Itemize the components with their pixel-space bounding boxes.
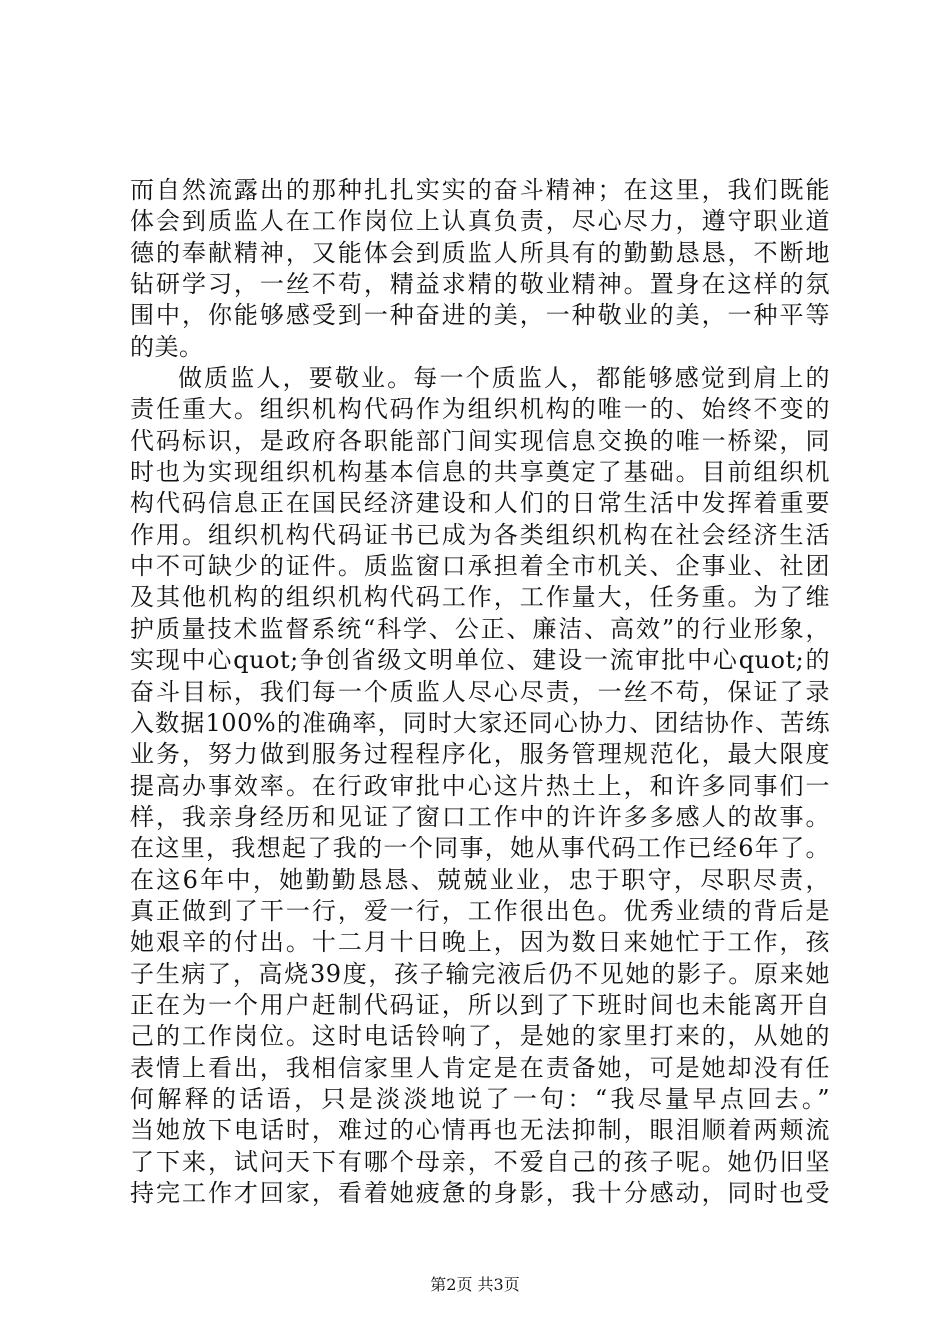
text-line: 体会到质监人在工作岗位上认真负责，尽心尽力，遵守职业道 — [130, 207, 830, 236]
text-line: 她艰辛的付出。十二月十日晚上，因为数日来她忙于工作，孩 — [130, 928, 830, 957]
text-line: 真正做到了干一行，爱一行，工作很出色。优秀业绩的背后是 — [130, 896, 830, 925]
page-footer — [0, 1275, 950, 1295]
text-line: 业务，努力做到服务过程程序化，服务管理规范化，最大限度 — [130, 740, 830, 769]
text-line: 在这6年中，她勤勤恳恳、兢兢业业，忠于职守，尽职尽责， — [130, 865, 830, 894]
text-line: 围中，你能够感受到一种奋进的美，一种敬业的美，一种平等 — [130, 301, 830, 330]
text-line: 子生病了，高烧39度，孩子输完液后仍不见她的影子。原来她 — [130, 959, 830, 988]
text-line: 的美。 — [130, 332, 204, 361]
text-line: 持完工作才回家，看着她疲惫的身影，我十分感动，同时也受 — [130, 1179, 830, 1207]
text-line: 奋斗目标，我们每一个质监人尽心尽责，一丝不苟，保证了录 — [130, 677, 830, 706]
paragraph-1 — [130, 175, 830, 363]
paragraph-2 — [130, 363, 830, 1209]
text-line: 何解释的话语，只是淡淡地说了一句：“我尽量早点回去。” — [130, 1084, 830, 1113]
text-line: 作用。组织机构代码证书已成为各类组织机构在社会经济生活 — [130, 520, 830, 549]
text-line: 而自然流露出的那种扎扎实实的奋斗精神；在这里，我们既能 — [130, 176, 830, 204]
text-line: 实现中心quot;争创省级文明单位、建设一流审批中心quot;的 — [130, 646, 830, 675]
text-line: 表情上看出，我相信家里人肯定是在责备她，可是她却没有任 — [130, 1053, 830, 1082]
text-line: 了下来，试问天下有哪个母亲，不爱自己的孩子呢。她仍旧坚 — [130, 1147, 830, 1176]
text-line: 时也为实现组织机构基本信息的共享奠定了基础。目前组织机 — [130, 458, 830, 487]
text-line: 构代码信息正在国民经济建设和人们的日常生活中发挥着重要 — [130, 489, 830, 518]
text-line: 中不可缺少的证件。质监窗口承担着全市机关、企事业、社团 — [130, 552, 830, 581]
text-line: 代码标识，是政府各职能部门间实现信息交换的唯一桥梁，同 — [130, 426, 830, 455]
text-line: 己的工作岗位。这时电话铃响了，是她的家里打来的，从她的 — [130, 1022, 830, 1051]
text-line: 钻研学习，一丝不苟，精益求精的敬业精神。置身在这样的氛 — [130, 270, 830, 299]
text-line: 德的奉献精神，又能体会到质监人所具有的勤勤恳恳，不断地 — [130, 238, 830, 267]
text-line: 在这里，我想起了我的一个同事，她从事代码工作已经6年了。 — [130, 834, 830, 863]
text-line: 及其他机构的组织机构代码工作，工作量大，任务重。为了维 — [130, 583, 830, 612]
text-line: 样，我亲身经历和见证了窗口工作中的许许多多感人的故事。 — [130, 802, 830, 831]
text-line: 做质监人，要敬业。每一个质监人，都能够感觉到肩上的 — [178, 364, 830, 393]
text-line: 当她放下电话时，难过的心情再也无法抑制，眼泪顺着两颊流 — [130, 1116, 830, 1145]
page-number-indicator: 第2页 共3页 — [430, 1275, 520, 1294]
document-body — [130, 175, 830, 1209]
text-line: 护质量技术监督系统“科学、公正、廉洁、高效”的行业形象， — [130, 614, 830, 643]
text-line: 正在为一个用户赶制代码证，所以到了下班时间也未能离开自 — [130, 990, 830, 1019]
text-line: 提高办事效率。在行政审批中心这片热土上，和许多同事们一 — [130, 771, 830, 800]
text-line: 责任重大。组织机构代码作为组织机构的唯一的、始终不变的 — [130, 395, 830, 424]
text-line: 入数据100%的准确率，同时大家还同心协力、团结协作、苦练 — [130, 708, 830, 737]
